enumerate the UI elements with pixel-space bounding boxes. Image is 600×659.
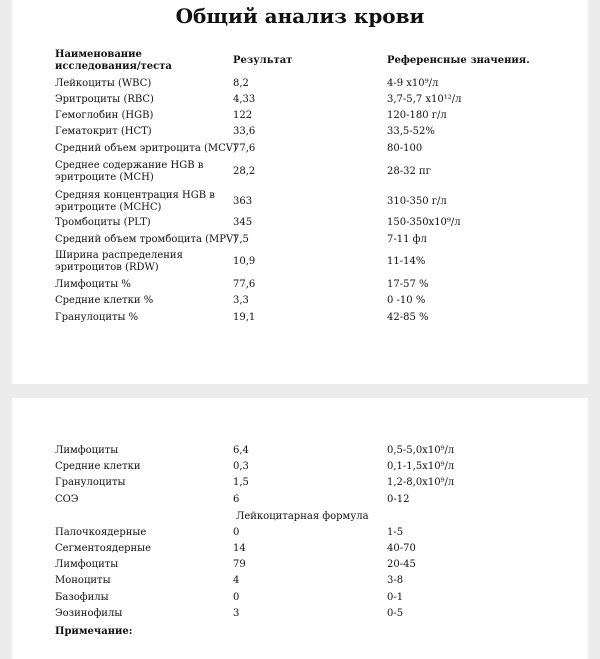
reference-value: 7-11 фл — [387, 234, 427, 245]
reference-value: 17-57 % — [387, 279, 429, 290]
result-value: 3,3 — [233, 295, 249, 306]
result-value: 19,1 — [233, 312, 256, 323]
test-name: Гематокрит (HCT) — [55, 126, 152, 137]
result-value: 4 — [233, 575, 240, 586]
test-name: Лимфоциты % — [55, 279, 131, 290]
leukocyte-formula-title: Лейкоцитарная формула — [236, 511, 369, 522]
result-value: 3 — [233, 608, 240, 619]
test-name: эритроците (MCHC) — [55, 202, 162, 213]
reference-value: 11-14% — [387, 256, 426, 267]
result-value: 79 — [233, 559, 246, 570]
test-name: Средние клетки % — [55, 295, 154, 306]
reference-value: 20-45 — [387, 559, 416, 570]
reference-value: 4-9 х10⁹/л — [387, 78, 439, 89]
reference-value: 0-1 — [387, 592, 404, 603]
result-value: 33,6 — [233, 126, 256, 137]
result-value: 28,2 — [233, 166, 256, 177]
reference-value: 1-5 — [387, 527, 404, 538]
reference-value: 3-8 — [387, 575, 404, 586]
test-name: Базофилы — [55, 592, 109, 603]
test-name: Средние клетки — [55, 461, 141, 472]
reference-value: 1,2-8,0х10⁹/л — [387, 477, 455, 488]
reference-value: 150-350х10⁹/л — [387, 217, 461, 228]
result-value: 7,5 — [233, 234, 249, 245]
result-value: 8,2 — [233, 78, 249, 89]
reference-value: 0,1-1,5х10⁹/л — [387, 461, 455, 472]
test-name: Лимфоциты — [55, 559, 119, 570]
result-value: 77,6 — [233, 279, 256, 290]
test-name: Лейкоциты (WBC) — [55, 78, 152, 89]
test-name: Моноциты — [55, 575, 111, 586]
test-name: Лимфоциты — [55, 445, 119, 456]
result-value: 6,4 — [233, 445, 249, 456]
result-value: 0 — [233, 592, 240, 603]
result-value: 122 — [233, 110, 253, 121]
test-name: Эритроциты (RBC) — [55, 94, 154, 105]
test-name: эритроците (MCH) — [55, 172, 154, 183]
reference-value: 310-350 г/л — [387, 196, 447, 207]
test-name: Среднее содержание HGB в — [55, 160, 204, 171]
test-name: Сегментоядерные — [55, 543, 152, 554]
reference-value: 3,7-5,7 х10¹²/л — [387, 94, 462, 105]
test-name: Средняя концентрация HGB в — [55, 190, 215, 201]
header-name-line2: исследования/теста — [55, 61, 172, 72]
result-value: 0,3 — [233, 461, 249, 472]
header-result: Результат — [233, 55, 293, 66]
test-name: Ширина распределения — [55, 250, 183, 261]
result-value: 6 — [233, 494, 240, 505]
result-value: 14 — [233, 543, 246, 554]
test-name: Тромбоциты (PLT) — [55, 217, 151, 228]
test-name: СОЭ — [55, 494, 79, 505]
result-value: 77,6 — [233, 143, 256, 154]
result-value: 345 — [233, 217, 253, 228]
header-name-line1: Наименование — [55, 49, 142, 60]
test-name: Гранулоциты % — [55, 312, 139, 323]
result-value: 0 — [233, 527, 240, 538]
report-page-2 — [12, 398, 588, 659]
reference-value: 0-12 — [387, 494, 410, 505]
reference-value: 33,5-52% — [387, 126, 435, 137]
test-name: Гранулоциты — [55, 477, 126, 488]
result-value: 4,33 — [233, 94, 256, 105]
test-name: Палочкоядерные — [55, 527, 147, 538]
reference-value: 28-32 пг — [387, 166, 431, 177]
reference-value: 40-70 — [387, 543, 416, 554]
test-name: Эозинофилы — [55, 608, 123, 619]
reference-value: 42-85 % — [387, 312, 429, 323]
result-value: 10,9 — [233, 256, 256, 267]
note-label: Примечание: — [55, 626, 133, 637]
reference-value: 0 -10 % — [387, 295, 426, 306]
result-value: 1,5 — [233, 477, 249, 488]
test-name: Гемоглобин (HGB) — [55, 110, 154, 121]
reference-value: 0-5 — [387, 608, 404, 619]
test-name: Средний объем эритроцита (MCV) — [55, 143, 237, 154]
header-reference: Референсные значения. — [387, 55, 530, 66]
reference-value: 120-180 г/л — [387, 110, 447, 121]
reference-value: 0,5-5,0х10⁹/л — [387, 445, 455, 456]
test-name: эритроцитов (RDW) — [55, 262, 159, 273]
page-title: Общий анализ крови — [175, 4, 425, 28]
test-name: Средний объем тромбоцита (MPV) — [55, 234, 238, 245]
reference-value: 80-100 — [387, 143, 423, 154]
report-page-1 — [12, 0, 588, 384]
result-value: 363 — [233, 196, 253, 207]
